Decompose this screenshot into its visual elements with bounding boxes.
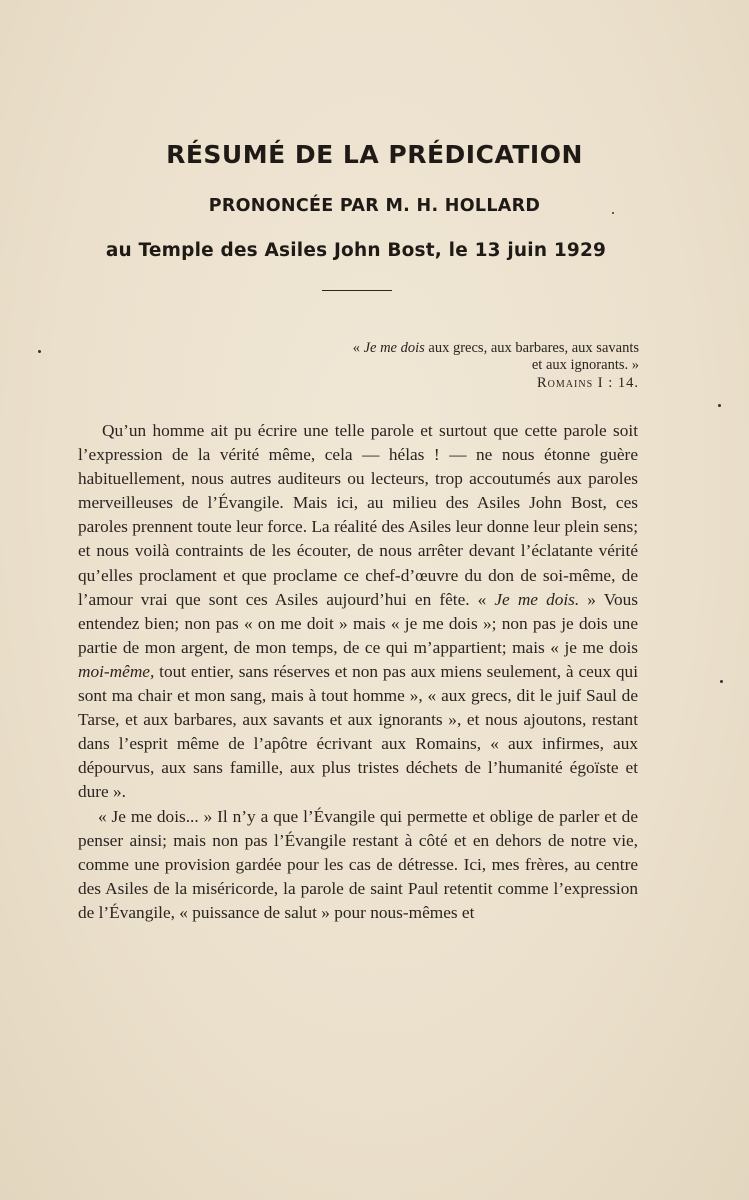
paragraph-1-part-5: tout entier, sans réserves et non pas aux miens seulement, à ceux qui sont ma chair et mon sang, mais à tout homme », « aux grecs, dit le juif Saul de Tarse, et aux barbares, aux savants et aux ignorants », et nous ajoutons, restant dans l’esprit même de l’apôtre écrivant aux Romains, « aux infirmes, aux dépourvus, aux sans famille, aux plus tristes déchets de l’humanité égoïste et dure ».	[78, 661, 638, 802]
document-title: RÉSUMÉ DE LA PRÉDICATION	[166, 140, 583, 169]
paragraph-1	[78, 419, 638, 805]
body-text	[78, 419, 638, 925]
document-subtitle: PRONONCÉE PAR M. H. HOLLARD	[208, 196, 541, 216]
title-divider	[322, 290, 392, 291]
paper-speck	[612, 212, 614, 214]
paper-speck	[38, 350, 41, 353]
epigraph-quote-rest: aux grecs, aux barbares, aux savants et aux ignorants. »	[424, 340, 639, 373]
paragraph-2: « Je me dois... » Il n’y a que l’Évangile qui permette et oblige de parler et de penser ainsi; mais non pas l’Évangile restant à côté et en dehors de notre vie, comme une provision gardée pour les cas de détresse. Ici, mes frères, au centre des Asiles de la miséricorde, la parole de saint Paul retentit comme l’expression de l’Évangile, « puissance de salut » pour nous-mêmes et	[78, 806, 638, 922]
epigraph-quote-open: «	[352, 340, 364, 356]
epigraph	[339, 340, 639, 392]
document-occasion: au Temple des Asiles John Bost, le 13 juin 1929	[105, 240, 607, 261]
paper-speck	[718, 404, 721, 407]
epigraph-quote-italic: Je me dois	[363, 340, 425, 356]
paragraph-1-part-3: » Vous entendez bien; non pas « on me doit » mais « je me dois »; non pas je dois une partie de mon argent, de mon temps, de ce qui m’appartient; mais « je me dois	[78, 589, 638, 657]
paragraph-1-part-1: Qu’un homme ait pu écrire une telle parole et surtout que cette parole soit l’expression de la vérité même, cela — hélas ! — ne nous étonne guère habituellement, nous autres auditeurs ou lecteurs, trop accoutumés aux paroles merveilleuses de l’Évangile. Mais ici, au milieu des Asiles John Bost, ces paroles prennent toute leur force. La réalité des Asiles leur donne leur plein sens; et nous voilà contraints de les écouter, de nous arrêter devant l’éclatante vérité qu’elles proclament et que proclame ce chef-d’œuvre du don de soi-même, de l’amour vrai que sont ces Asiles aujourd’hui en fête. «	[78, 421, 638, 609]
epigraph-reference: Romains I : 14.	[537, 375, 639, 391]
paragraph-1-italic-1: Je me dois.	[494, 589, 580, 609]
paragraph-1-italic-2: moi-même,	[78, 661, 155, 681]
paper-speck	[720, 680, 723, 683]
